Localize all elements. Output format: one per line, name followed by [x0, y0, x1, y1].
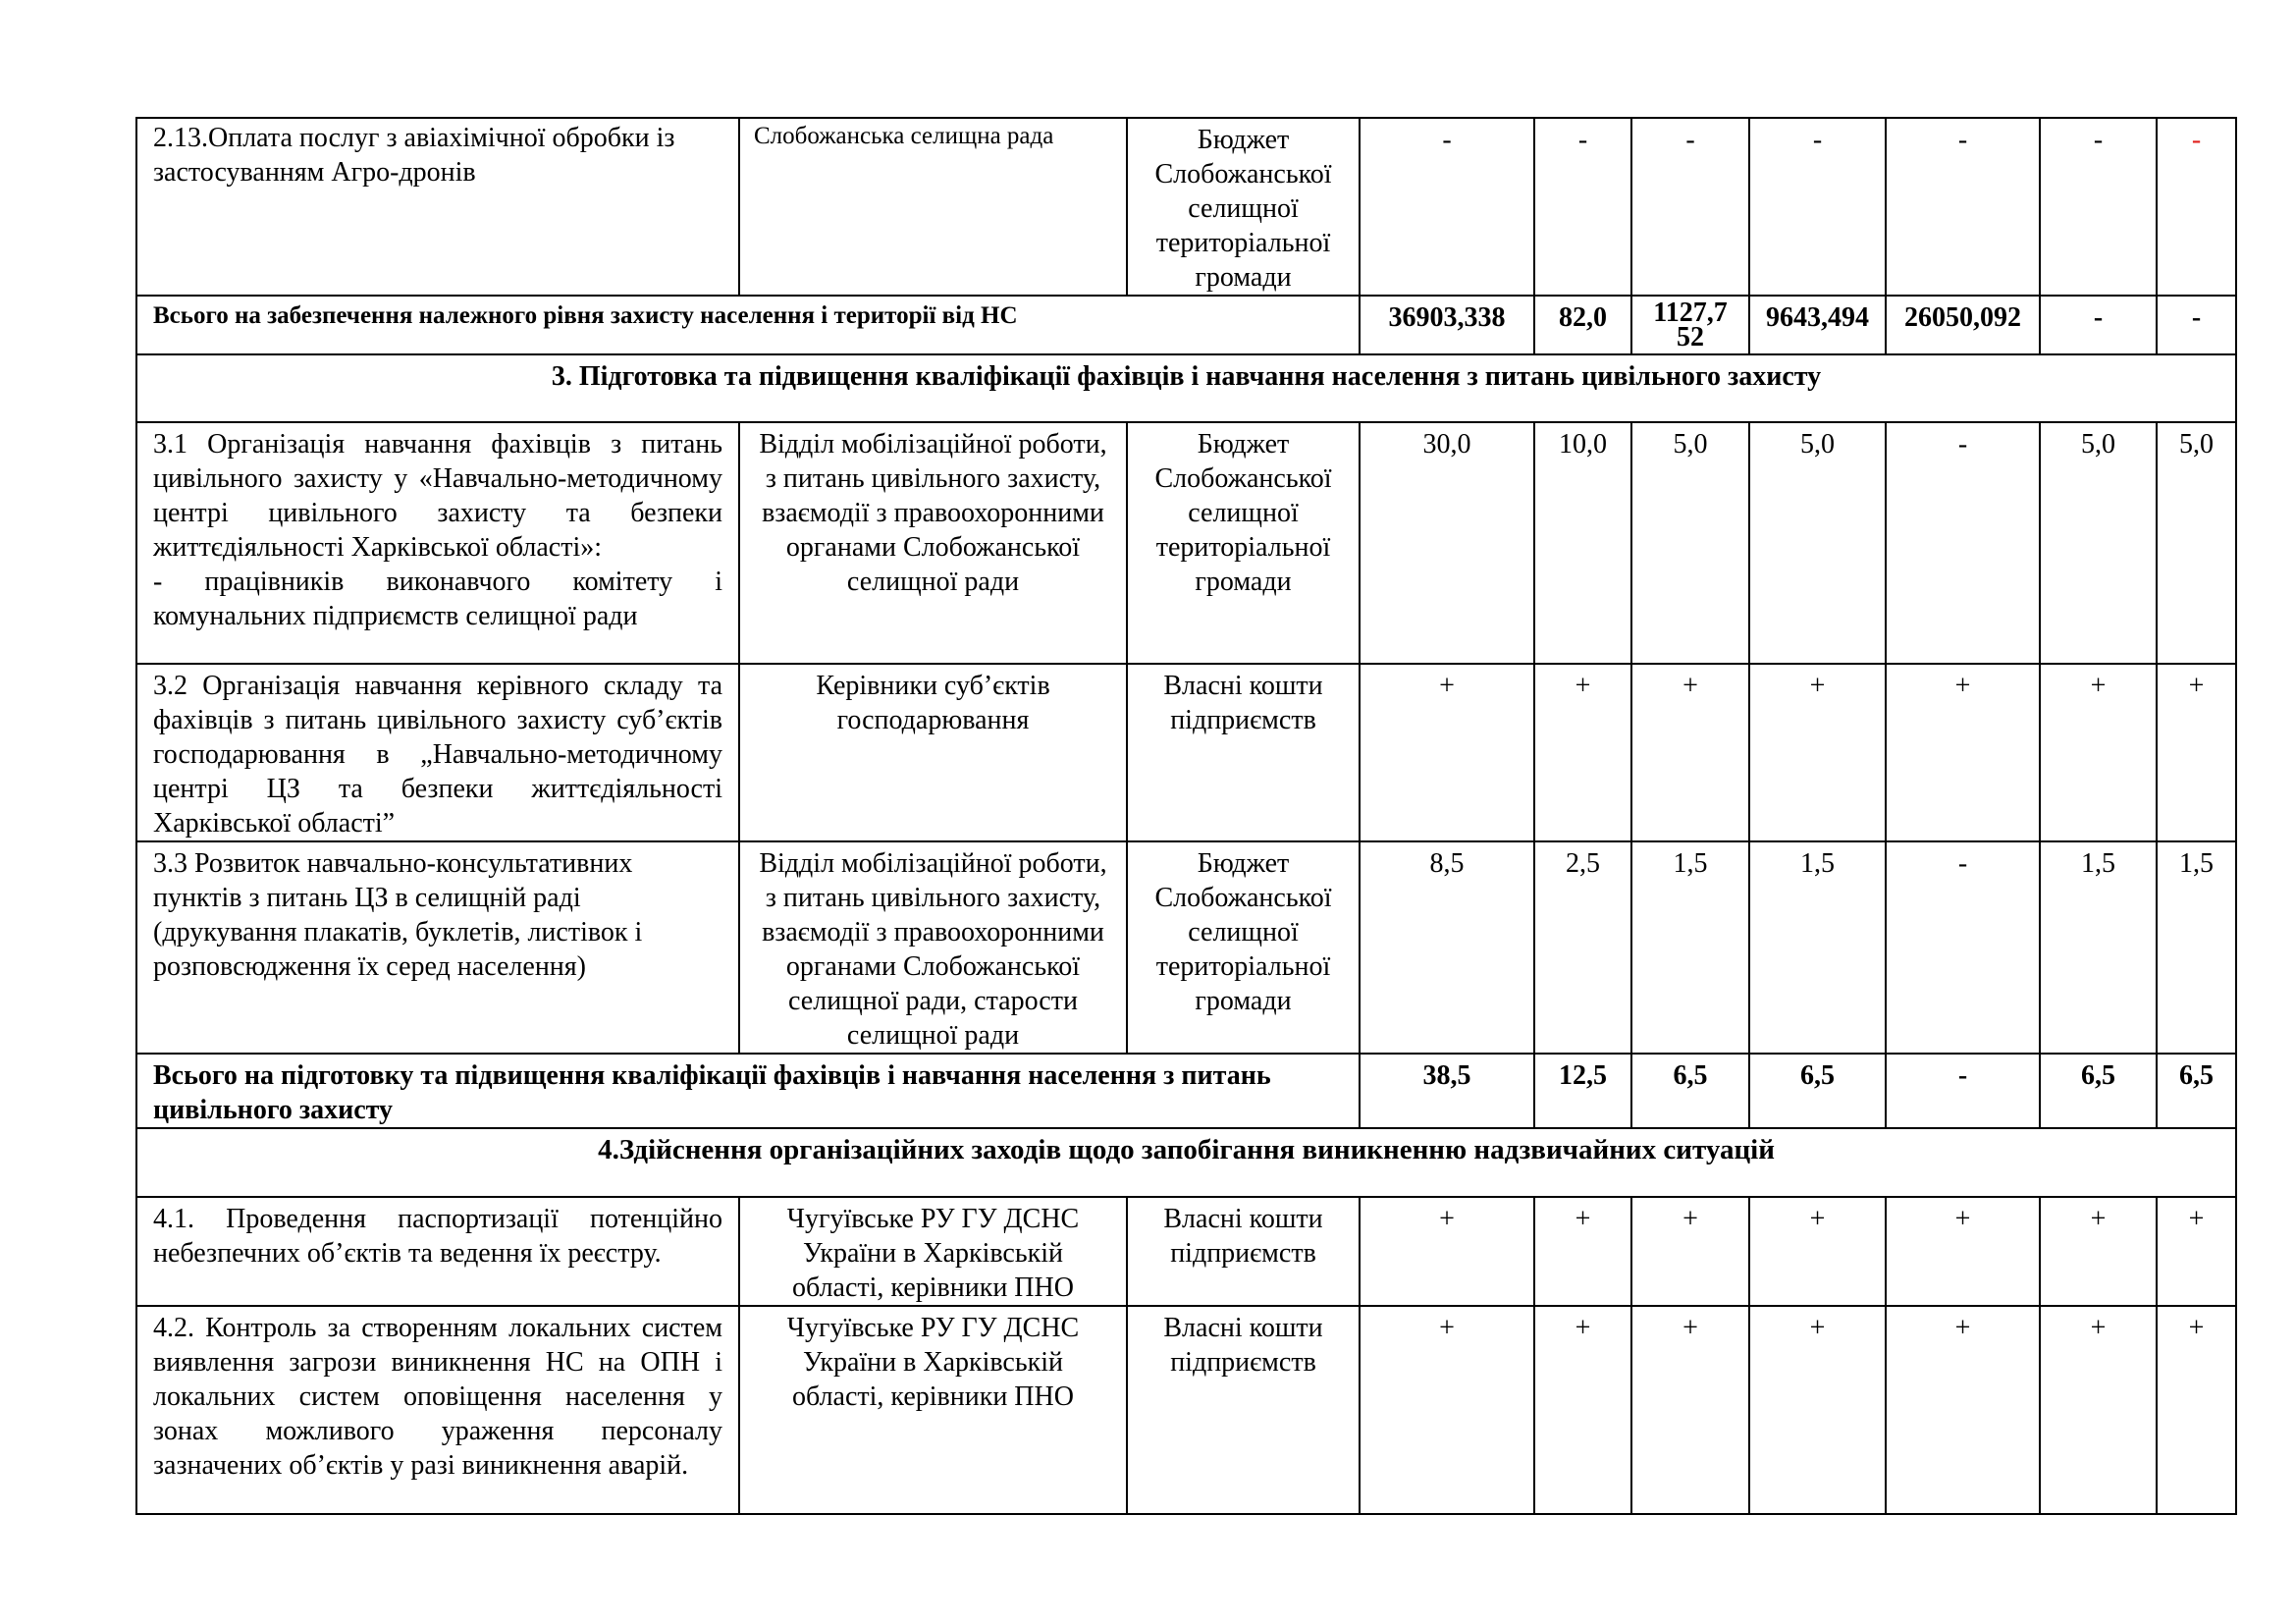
total-value: - [1886, 1054, 2040, 1128]
total-value: 6,5 [2040, 1054, 2157, 1128]
funding-source: Власні кошти підприємств [1127, 1197, 1360, 1306]
value-cell: - [1631, 118, 1749, 296]
total-row [136, 1054, 2236, 1128]
total-value: 82,0 [1534, 296, 1631, 354]
total-value: 1127,752 [1631, 296, 1749, 354]
value-cell: + [1631, 664, 1749, 841]
total-title: Всього на забезпечення належного рівня захисту населення і території від НС [136, 296, 1360, 354]
value-cell: 1,5 [1631, 841, 1749, 1054]
table-row [136, 664, 2236, 841]
value-cell: + [1360, 664, 1534, 841]
value-cell: 8,5 [1360, 841, 1534, 1054]
value-cell: - [2040, 118, 2157, 296]
value-cell: + [1360, 1306, 1534, 1514]
value-cell: 5,0 [2157, 422, 2236, 664]
value-cell: 1,5 [1749, 841, 1886, 1054]
total-value: - [2157, 296, 2236, 354]
total-value: 6,5 [2157, 1054, 2236, 1128]
executor: Чугуївське РУ ГУ ДСНС України в Харківській області, керівники ПНО [739, 1197, 1127, 1306]
value-cell: - [1886, 118, 2040, 296]
funding-source: Бюджет Слобожанської селищної територіальної громади [1127, 841, 1360, 1054]
value-cell: - [1886, 841, 2040, 1054]
value-cell: + [1886, 1306, 2040, 1514]
measure-title: 4.1. Проведення паспортизації потенційно небезпечних об’єктів та ведення їх реєстру. [136, 1197, 739, 1306]
value-cell: 5,0 [2040, 422, 2157, 664]
value-cell: + [2157, 664, 2236, 841]
section-heading: 3. Підготовка та підвищення кваліфікації фахівців і навчання населення з питань цивільного захисту [136, 354, 2236, 422]
executor: Слобожанська селищна рада [739, 118, 1127, 296]
value-cell: 1,5 [2040, 841, 2157, 1054]
value-cell: + [1749, 1306, 1886, 1514]
value-cell: + [2157, 1197, 2236, 1306]
value-cell: + [1886, 1197, 2040, 1306]
value-cell: - [1886, 422, 2040, 664]
section-row [136, 354, 2236, 422]
value-cell: + [1360, 1197, 1534, 1306]
value-cell: + [2040, 1306, 2157, 1514]
funding-source: Власні кошти підприємств [1127, 664, 1360, 841]
measure-title: 3.2 Організація навчання керівного складу та фахівців з питань цивільного захисту суб’єктів господарювання в „Навчально-методичному центрі ЦЗ та безпеки життєдіяльності Харківської області” [136, 664, 739, 841]
total-value: 26050,092 [1886, 296, 2040, 354]
value-cell: + [2040, 1197, 2157, 1306]
value-cell: - [1360, 118, 1534, 296]
value-cell: 1,5 [2157, 841, 2236, 1054]
value-cell: 5,0 [1749, 422, 1886, 664]
section-row [136, 1128, 2236, 1197]
value-cell: 2,5 [1534, 841, 1631, 1054]
table-row [136, 118, 2236, 296]
value-cell: + [2157, 1306, 2236, 1514]
table-row [136, 1306, 2236, 1514]
value-cell: + [1749, 664, 1886, 841]
total-value: 12,5 [1534, 1054, 1631, 1128]
executor: Відділ мобілізаційної роботи, з питань цивільного захисту, взаємодії з правоохоронними органами Слобожанської селищної ради [739, 422, 1127, 664]
funding-source: Бюджет Слобожанської селищної територіальної громади [1127, 422, 1360, 664]
measure-title: 2.13.Оплата послуг з авіахімічної обробки із застосуванням Агро-дронів [136, 118, 739, 296]
funding-source: Власні кошти підприємств [1127, 1306, 1360, 1514]
total-value: 38,5 [1360, 1054, 1534, 1128]
value-cell: + [1534, 1306, 1631, 1514]
funding-source: Бюджет Слобожанської селищної територіальної громади [1127, 118, 1360, 296]
total-value: 9643,494 [1749, 296, 1886, 354]
value-cell: + [1631, 1306, 1749, 1514]
value-cell: 10,0 [1534, 422, 1631, 664]
executor: Відділ мобілізаційної роботи, з питань цивільного захисту, взаємодії з правоохоронними органами Слобожанської селищної ради, старости селищної ради [739, 841, 1127, 1054]
value-cell: - [1534, 118, 1631, 296]
total-value: 6,5 [1749, 1054, 1886, 1128]
value-cell: 30,0 [1360, 422, 1534, 664]
value-cell: + [1631, 1197, 1749, 1306]
table-row [136, 841, 2236, 1054]
measure-title: 4.2. Контроль за створенням локальних систем виявлення загрози виникнення НС на ОПН і локальних систем оповіщення населення у зонах можливого ураження персоналу зазначених об’єктів у разі виникнення аварій. [136, 1306, 739, 1514]
value-cell: 5,0 [1631, 422, 1749, 664]
value-cell: + [1534, 1197, 1631, 1306]
value-cell: + [1749, 1197, 1886, 1306]
executor: Керівники суб’єктів господарювання [739, 664, 1127, 841]
value-cell: + [2040, 664, 2157, 841]
measure-title: 3.1 Організація навчання фахівців з питань цивільного захисту у «Навчально-методичному центрі цивільного захисту та безпеки життєдіяльності Харківської області»: - працівників виконавчого комітету і комунальних підприємств селищної ради [136, 422, 739, 664]
executor: Чугуївське РУ ГУ ДСНС України в Харківській області, керівники ПНО [739, 1306, 1127, 1514]
value-cell: + [1886, 664, 2040, 841]
table-row [136, 422, 2236, 664]
table-row [136, 1197, 2236, 1306]
total-title: Всього на підготовку та підвищення кваліфікації фахівців і навчання населення з питань цивільного захисту [136, 1054, 1360, 1128]
value-cell: - [2157, 118, 2236, 296]
measure-title: 3.3 Розвиток навчально-консультативних пунктів з питань ЦЗ в селищній раді (друкування плакатів, буклетів, листівок і розповсюдження їх серед населення) [136, 841, 739, 1054]
measures-table [135, 117, 2237, 1515]
value-cell: - [1749, 118, 1886, 296]
value-cell: + [1534, 664, 1631, 841]
total-value: 36903,338 [1360, 296, 1534, 354]
total-value: 6,5 [1631, 1054, 1749, 1128]
section-heading: 4.Здійснення організаційних заходів щодо запобігання виникненню надзвичайних ситуацій [136, 1128, 2236, 1197]
total-row [136, 296, 2236, 354]
total-value: - [2040, 296, 2157, 354]
